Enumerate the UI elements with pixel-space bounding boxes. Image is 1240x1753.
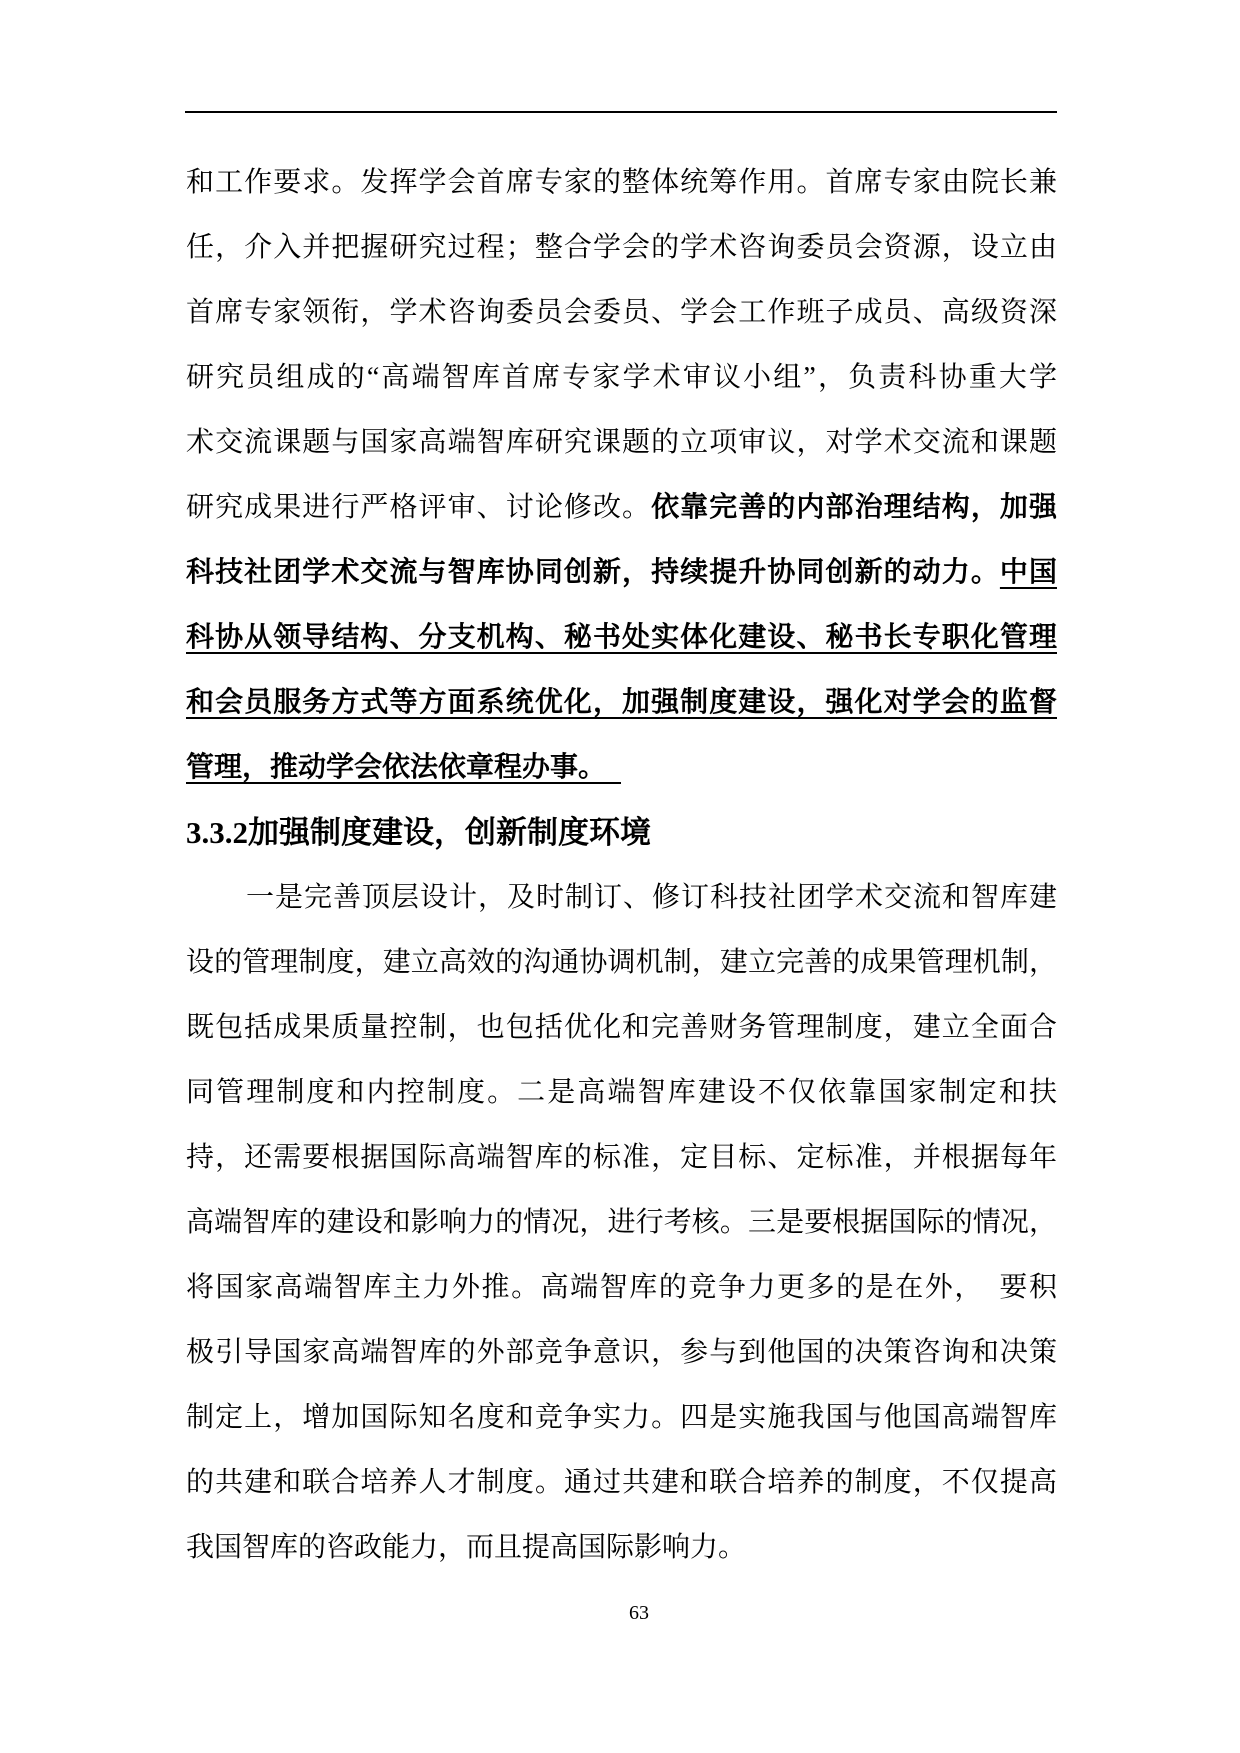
text-line bbox=[186, 1060, 1057, 1125]
body-text: 高端智库的建设和影响力的情况，进行考核。三是要根据国际的情况， bbox=[186, 1207, 1057, 1238]
page-number: 63 bbox=[629, 1602, 649, 1624]
text-line bbox=[186, 1255, 1057, 1320]
bold-underlined-text: 科协从领导结构、分支机构、秘书处实体化建设、秘书长专职化管理 bbox=[186, 622, 1057, 653]
body-text: 同管理制度和内控制度。二是高端智库建设不仅依靠国家制定和扶 bbox=[186, 1077, 1057, 1108]
bold-underlined-text: 管理，推动学会依法依章程办事。 bbox=[186, 752, 607, 783]
text-line bbox=[186, 540, 1057, 605]
text-line bbox=[186, 215, 1057, 280]
body-text: 设的管理制度，建立高效的沟通协调机制，建立完善的成果管理机制， bbox=[186, 947, 1057, 978]
text-line bbox=[186, 1320, 1057, 1385]
text-line bbox=[186, 995, 1057, 1060]
body-text: 术交流课题与国家高端智库研究课题的立项审议，对学术交流和课题 bbox=[186, 427, 1057, 458]
text-line bbox=[186, 865, 1057, 930]
section-heading: 3.3.2加强制度建设，创新制度环境 bbox=[186, 815, 651, 850]
body-text: 和工作要求。发挥学会首席专家的整体统筹作用。首席专家由院长兼 bbox=[186, 167, 1057, 198]
text-line bbox=[186, 475, 1057, 540]
body-text: 极引导国家高端智库的外部竞争意识，参与到他国的决策咨询和决策 bbox=[186, 1337, 1057, 1368]
body-text: 任，介入并把握研究过程；整合学会的学术咨询委员会资源，设立由 bbox=[186, 232, 1057, 263]
document-body bbox=[186, 150, 1057, 1580]
bold-underlined-text: 中国 bbox=[999, 557, 1057, 588]
text-line bbox=[186, 670, 1057, 735]
body-text: 首席专家领衔，学术咨询委员会委员、学会工作班子成员、高级资深 bbox=[186, 297, 1057, 328]
body-text: 我国智库的咨政能力，而且提高国际影响力。 bbox=[186, 1532, 747, 1563]
text-line bbox=[186, 930, 1057, 995]
text-line bbox=[186, 345, 1057, 410]
body-text: 将国家高端智库主力外推。高端智库的竞争力更多的是在外， 要积 bbox=[186, 1272, 1057, 1303]
bold-underlined-text: 和会员服务方式等方面系统优化，加强制度建设，强化对学会的监督 bbox=[186, 687, 1057, 718]
text-line bbox=[186, 1515, 1057, 1580]
header-rule bbox=[185, 111, 1057, 113]
underline-extension bbox=[606, 782, 621, 784]
text-line bbox=[186, 605, 1057, 670]
text-line bbox=[186, 280, 1057, 345]
body-text: 制定上，增加国际知名度和竞争实力。四是实施我国与他国高端智库 bbox=[186, 1402, 1057, 1433]
bold-text: 依靠完善的内部治理结构，加强 bbox=[651, 492, 1057, 523]
text-line bbox=[186, 1190, 1057, 1255]
body-text: 研究员组成的“高端智库首席专家学术审议小组”，负责科协重大学 bbox=[186, 362, 1057, 393]
text-line bbox=[186, 1450, 1057, 1515]
body-text: 研究成果进行严格评审、讨论修改。 bbox=[186, 492, 652, 523]
body-text: 一是完善顶层设计，及时制订、修订科技社团学术交流和智库建 bbox=[246, 882, 1057, 913]
body-text: 既包括成果质量控制，也包括优化和完善财务管理制度，建立全面合 bbox=[186, 1012, 1057, 1043]
text-line bbox=[186, 735, 1057, 800]
bold-text: 科技社团学术交流与智库协同创新，持续提升协同创新的动力。 bbox=[186, 557, 1000, 588]
text-line bbox=[186, 1125, 1057, 1190]
text-line bbox=[186, 410, 1057, 475]
body-text: 持，还需要根据国际高端智库的标准，定目标、定标准，并根据每年 bbox=[186, 1142, 1057, 1173]
text-line bbox=[186, 1385, 1057, 1450]
text-line bbox=[186, 150, 1057, 215]
body-text: 的共建和联合培养人才制度。通过共建和联合培养的制度，不仅提高 bbox=[186, 1467, 1057, 1498]
